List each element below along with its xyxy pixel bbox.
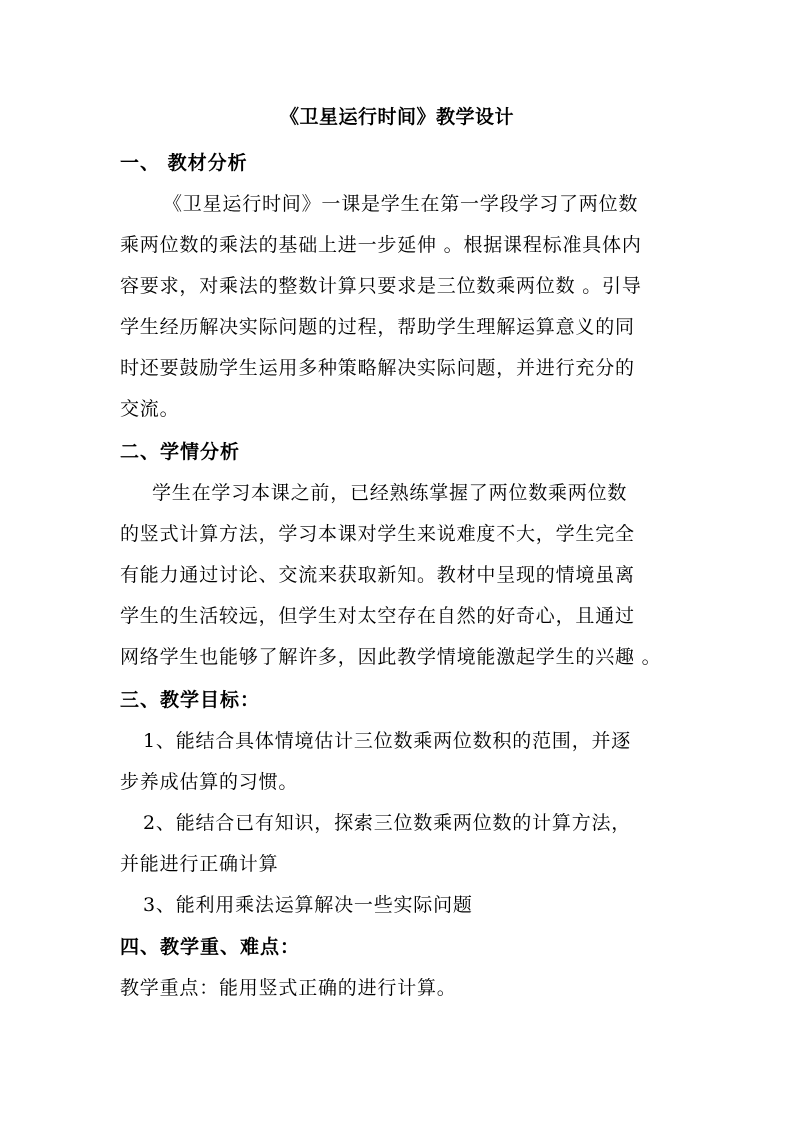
paragraph-line: 容要求，对乘法的整数计算只要求是三位数乘两位数 。引导: [120, 275, 642, 297]
paragraph-line: 《卫星运行时间》一课是学生在第一学段学习了两位数: [163, 193, 639, 215]
objective-item-continuation: 步养成估算的习惯。: [120, 771, 299, 793]
paragraph-line: 学生的生活较远，但学生对太空存在自然的好奇心，且通过: [120, 605, 635, 627]
section-heading-key-points: 四、教学重、难点：: [120, 936, 301, 958]
section-heading-materials: 一、 教材分析: [120, 152, 248, 174]
objective-item: 1、能结合具体情境估计三位数乘两位数积的范围，并逐: [143, 730, 632, 752]
paragraph-line: 乘两位数的乘法的基础上进一步延伸 。根据课程标准具体内: [120, 234, 642, 256]
paragraph-line: 时还要鼓励学生运用多种策略解决实际问题，并进行充分的: [120, 357, 635, 379]
document-title: 《卫星运行时间》教学设计: [279, 106, 514, 128]
objective-item: 2、能结合已有知识，探索三位数乘两位数的计算方法，: [143, 812, 632, 834]
section-heading-objectives: 三、教学目标：: [120, 689, 261, 711]
objective-item-continuation: 并能进行正确计算: [120, 853, 279, 875]
paragraph-line: 有能力通过讨论、交流来获取新知。教材中呈现的情境虽离: [120, 564, 635, 586]
paragraph-line: 的竖式计算方法，学习本课对学生来说难度不大，学生完全: [120, 523, 635, 545]
objective-item: 3、能利用乘法运算解决一些实际问题: [143, 894, 473, 916]
paragraph-line: 学生经历解决实际问题的过程，帮助学生理解运算意义的同: [120, 316, 635, 338]
paragraph-line: 学生在学习本课之前，已经熟练掌握了两位数乘两位数: [152, 482, 628, 504]
section-heading-learners: 二、学情分析: [120, 441, 241, 463]
paragraph-line: 网络学生也能够了解许多，因此教学情境能激起学生的兴趣 。: [120, 646, 662, 668]
paragraph-line: 交流。: [120, 398, 180, 420]
paragraph-line: 教学重点：能用竖式正确的进行计算。: [120, 977, 457, 999]
